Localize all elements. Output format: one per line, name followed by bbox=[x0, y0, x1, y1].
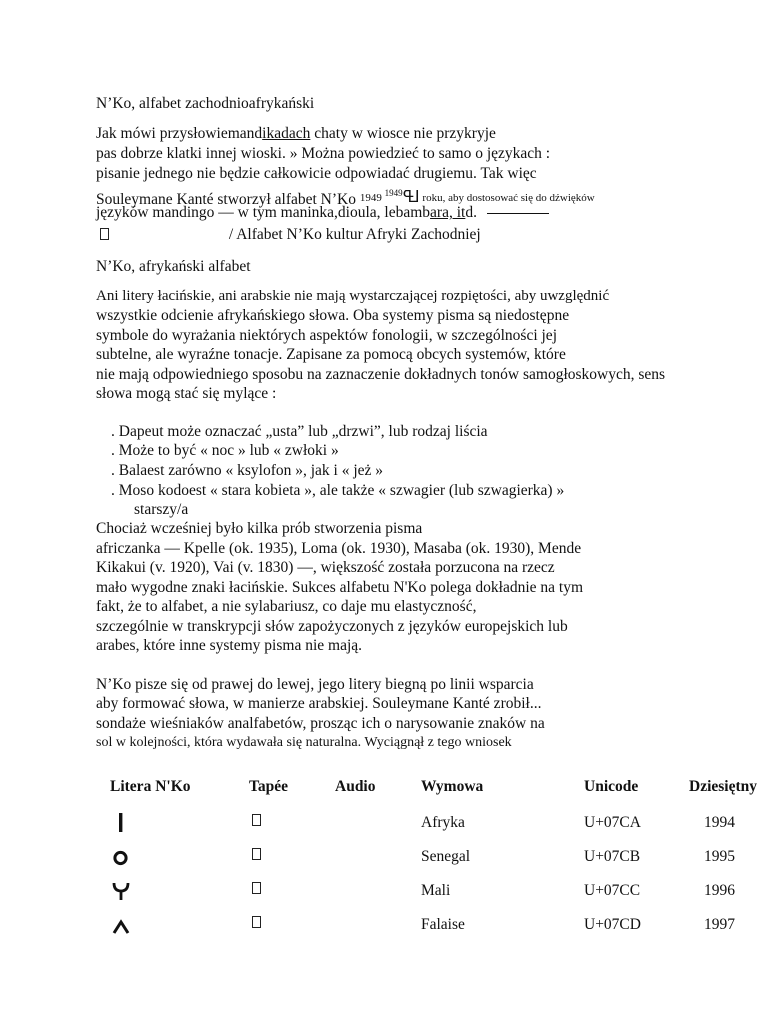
para3-line: arabes, które inne systemy pisma nie mają. bbox=[96, 637, 363, 654]
para4-line: aby formować słowa, w manierze arabskiej. Souleymane Kanté zrobił... bbox=[96, 695, 542, 712]
intro-text: Souleymane Kanté stworzył alfabet N’Ko bbox=[96, 191, 360, 208]
missing-glyph-icon bbox=[252, 882, 261, 894]
intro-line-2: pas dobrze klatki innej wioski. » Można powiedzieć to samo o językach : bbox=[96, 145, 551, 162]
intro-underlined-word: ara, it bbox=[430, 204, 466, 221]
decimal-cell: 1996 bbox=[704, 882, 735, 899]
unicode-cell: U+07CC bbox=[584, 882, 641, 899]
wymowa-cell: Senegal bbox=[421, 848, 471, 865]
wymowa-cell: Afryka bbox=[421, 814, 465, 831]
col-header-letter: Litera N'Ko bbox=[110, 778, 191, 795]
col-header-decimal: Dziesiętny bbox=[689, 778, 758, 795]
col-header-unicode: Unicode bbox=[584, 778, 639, 795]
typed-cell bbox=[252, 846, 261, 864]
typed-cell bbox=[252, 812, 261, 830]
col-header-tapee: Tapée bbox=[249, 778, 289, 795]
intro-small-text: 1949 roku, aby dostosować się do dźwięków bbox=[359, 192, 595, 204]
nko-script-word: ߊߟ bbox=[402, 187, 420, 207]
example-continuation: starszy/a bbox=[134, 501, 189, 518]
missing-glyph-icon bbox=[252, 916, 261, 928]
intro-text: Jak mówi przysłowiemand bbox=[96, 125, 263, 142]
para4-line: sol w kolejności, która wydawała się naturalna. Wyciągnął z tego wniosek bbox=[96, 735, 512, 750]
missing-glyph-icon bbox=[100, 228, 109, 240]
col-header-wymowa: Wymowa bbox=[421, 778, 484, 795]
heading-nko-african-alphabet: N’Ko, afrykański alfabet bbox=[96, 258, 251, 275]
decimal-cell: 1995 bbox=[704, 848, 735, 865]
example-item: . Może to być « noc » lub « zwłoki » bbox=[111, 442, 339, 459]
para2-line: subtelne, ale wyraźne tonacje. Zapisane za pomocą obcych systemów, które bbox=[96, 346, 566, 363]
para2-line: słowa mogą stać się mylące : bbox=[96, 385, 277, 402]
para2-line: symbole do wyrażania niektórych aspektów fonologii, w szczególności jej bbox=[96, 327, 557, 344]
para3-line: fakt, że to alfabet, a nie sylabariusz, co daje mu elastyczność, bbox=[96, 598, 477, 615]
unicode-cell: U+07CB bbox=[584, 848, 641, 865]
decimal-cell: 1997 bbox=[704, 916, 735, 933]
typed-cell bbox=[252, 880, 261, 898]
unicode-cell: U+07CD bbox=[584, 916, 641, 933]
typed-cell bbox=[252, 914, 261, 932]
blank-underline bbox=[487, 213, 549, 214]
example-item: . Balaest zarówno « ksylofon », jak i « jeż » bbox=[111, 462, 384, 479]
intro-text: chaty w wiosce nie przykryje bbox=[310, 125, 496, 142]
para3-line: africzanka — Kpelle (ok. 1935), Loma (ok. 1930), Masaba (ok. 1930), Mende bbox=[96, 540, 582, 557]
unicode-cell: U+07CA bbox=[584, 814, 641, 831]
para3-line: szczególnie w transkrypcji słów zapożyczonych z języków europejskich lub bbox=[96, 618, 568, 635]
para3-line: mało wygodne znaki łacińskie. Sukces alfabetu N'Ko polega dokładnie na tym bbox=[96, 579, 584, 596]
decimal-cell: 1994 bbox=[704, 814, 735, 831]
intro-text: d. bbox=[465, 204, 477, 221]
wymowa-cell: Falaise bbox=[421, 916, 465, 933]
ring-glyph-icon bbox=[112, 850, 130, 866]
bar-glyph-icon bbox=[114, 812, 128, 834]
intro-line-3: pisanie jednego nie będzie całkowicie odpowiadać drugiemu. Tak więc bbox=[96, 165, 537, 182]
chevron-glyph-icon bbox=[112, 918, 130, 936]
para3-line: Chociaż wcześniej było kilka prób stworzenia pisma bbox=[96, 520, 423, 537]
intro-line-1 bbox=[96, 124, 496, 144]
intro-line-6 bbox=[100, 225, 481, 245]
para2-line: wszystkie odcienie afrykańskiego słowa. Oba systemy pisma są niedostępne bbox=[96, 307, 570, 324]
intro-text: / Alfabet N’Ko kultur Afryki Zachodniej bbox=[225, 226, 481, 243]
para2-line: Ani litery łacińskie, ani arabskie nie mają wystarczającej rozpiętości, aby uwzględnić bbox=[96, 288, 610, 304]
example-item: . Moso kodoest « stara kobieta », ale także « szwagier (lub szwagierka) » bbox=[111, 482, 565, 499]
missing-glyph-icon bbox=[252, 848, 261, 860]
missing-glyph-icon bbox=[252, 814, 261, 826]
para3-line: Kikakui (v. 1920), Vai (v. 1830) —, większość została porzucona na rzecz bbox=[96, 559, 555, 576]
para4-line: N’Ko pisze się od prawej do lewej, jego litery biegną po linii wsparcia bbox=[96, 676, 534, 693]
heading-nko-west-african: N’Ko, alfabet zachodnioafrykański bbox=[96, 95, 315, 112]
wymowa-cell: Mali bbox=[421, 882, 451, 899]
intro-text: języków mandingo — w tym maninka,dioula, lebamb bbox=[96, 204, 431, 221]
para4-line: sondaże wieśniaków analfabetów, prosząc ich o narysowanie znaków na bbox=[96, 715, 545, 732]
para2-line: nie mają odpowiedniego sposobu na zaznaczenie dokładnych tonów samogłoskowych, sens bbox=[96, 366, 666, 383]
fork-glyph-icon bbox=[112, 881, 130, 901]
superscript-year: 1949 bbox=[384, 188, 403, 198]
example-item: . Dapeut może oznaczać „usta” lub „drzwi”, lub rodzaj liścia bbox=[111, 423, 488, 440]
intro-line-5 bbox=[96, 203, 549, 223]
col-header-audio: Audio bbox=[335, 778, 376, 795]
intro-underlined-word: ikadach bbox=[262, 125, 311, 142]
